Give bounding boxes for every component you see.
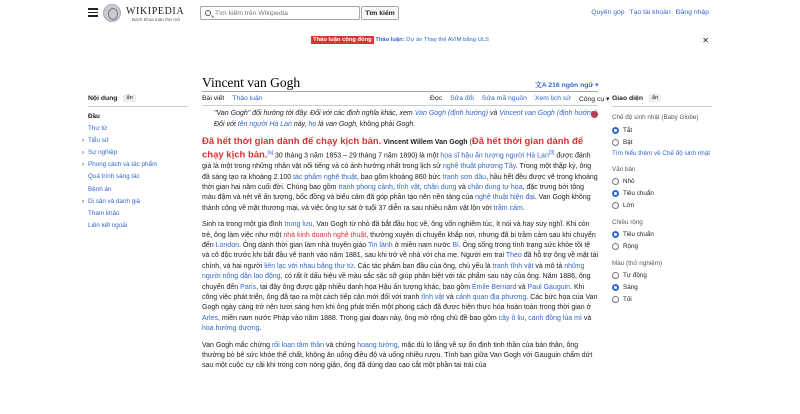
toc-item[interactable] <box>88 208 188 220</box>
inline-link[interactable]: Tin lành <box>367 241 393 249</box>
title-divider <box>202 91 598 92</box>
inline-link[interactable]: tĩnh vật <box>396 183 420 191</box>
radio-button[interactable] <box>612 243 619 250</box>
toc-title: Nội dung <box>88 94 118 102</box>
toc-item[interactable] <box>88 171 188 183</box>
inline-link[interactable]: London <box>215 241 239 249</box>
search-placeholder: Tìm kiếm trên Wikipedia <box>215 9 288 17</box>
search-input[interactable] <box>200 6 360 20</box>
script-error: Đã hết thời gian dành để chạy kịch bản. <box>202 136 382 147</box>
appearance-option[interactable] <box>612 200 712 212</box>
appearance-option[interactable] <box>612 241 712 253</box>
appearance-section-title: Màu (thử nghiệm) <box>612 259 663 267</box>
subject-name: Vincent Willem Van Gogh <box>383 139 468 146</box>
table-of-contents <box>82 94 188 232</box>
radio-button[interactable] <box>612 127 619 134</box>
inline-link[interactable]: cây ô liu <box>498 314 525 322</box>
inline-link[interactable]: nghệ thuật phương Tây <box>442 163 516 171</box>
appearance-panel <box>612 94 712 306</box>
toc-item-label: Đầu <box>88 113 100 120</box>
language-count: 216 ngôn ngữ <box>548 82 594 89</box>
inline-link[interactable]: tĩnh vật <box>421 294 445 302</box>
option-label: Rộng <box>623 243 639 250</box>
paragraph-life: Sinh ra trong một gia đình trung lưu, Van Gogh từ nhỏ đã bắt đầu học vẽ, ông vốn nghiêm túc, ít nói và hay suy nghĩ. Khi còn trẻ, ông làm việc như một nhà kinh doanh nghệ thuật, thường xuyên di chuyển khắp nơi, nhưng đã bị trầm cảm sau khi chuyển đến London. Ông dành thời gian làm nhà truyền giáo Tin lành ở miền nam nước Bỉ. Ông sống trong tình trạng sức khỏe tồi tệ và cô độc trước khi bắt đầu vẽ tranh vào năm 1881, sau khi trở về nhà với cha mẹ. Người em trai Theo đã hỗ trợ ông về mặt tài chính, và hai người liên lạc với nhau bằng thư từ. Các tác phẩm ban đầu của ông, chủ yếu là tranh tĩnh vật và mô tả những người nông dân lao động, có rất ít dấu hiệu về màu sắc sặc sỡ giúp phân biệt với tác phẩm sau này của ông. Năm 1886, ông chuyển đến Paris, tại đây ông được gặp nhiều danh họa Hậu ấn tượng khác, bao gồm Émile Bernard và Paul Gauguin. Khi công việc phát triển, ông đã tạo ra một cách tiếp cận mới đối với tranh tĩnh vật và cảnh quan địa phương. Các bức họa của Van Gogh ngày càng trở nên tươi sáng hơn khi ông phát triển một phong cách đã được hiện thực hóa hoàn toàn trong thời gian ở Arles, miền nam nước Pháp vào năm 1888. Trong giai đoạn này, ông mở rộng chủ đề bao gồm cây ô liu, cánh đồng lúa mì và hoa hướng dương. <box>202 221 599 333</box>
notice-link[interactable]: Dự án Thay thế AVIM bằng ULS <box>406 37 489 43</box>
create-account-link[interactable]: Tạo tài khoản <box>629 9 671 16</box>
script-error: Đã hết thời gian dành để chạy kịch bản. <box>202 136 584 161</box>
inline-link[interactable]: cánh đồng lúa mì <box>528 314 582 322</box>
toc-item-label: Liên kết ngoài <box>88 221 128 229</box>
radio-button[interactable] <box>612 178 619 185</box>
radio-button[interactable] <box>612 231 619 238</box>
tab-talk[interactable]: Thảo luận <box>232 95 263 102</box>
inline-link[interactable]: hoa hướng dương <box>202 325 260 333</box>
wikipedia-wordmark[interactable]: WIKIPEDIA <box>126 6 185 17</box>
footnote[interactable]: [a] <box>267 150 274 157</box>
toc-item[interactable] <box>82 147 188 159</box>
learn-more-link[interactable]: Tìm hiểu thêm về Chế độ sinh nhật <box>612 150 711 157</box>
toc-item-label: Thư từ <box>88 125 108 133</box>
appearance-option[interactable] <box>612 270 712 282</box>
tab-read[interactable]: Đọc <box>430 95 442 106</box>
option-label: Bật <box>623 138 633 146</box>
tab-edit-source[interactable]: Sửa mã nguồn <box>481 95 527 102</box>
tools-menu[interactable]: Công cụ ▾ <box>578 96 610 103</box>
radio-button[interactable] <box>612 284 619 291</box>
inline-link[interactable]: Theo <box>505 252 522 260</box>
toc-header <box>88 94 188 107</box>
chevron-right-icon[interactable]: › <box>82 150 84 157</box>
inline-link[interactable]: trầm cảm <box>493 204 523 212</box>
user-links <box>591 9 709 16</box>
appearance-option[interactable] <box>612 294 712 306</box>
inline-link[interactable]: tranh phong cảnh <box>338 183 393 191</box>
option-label: Tiêu chuẩn <box>623 190 654 197</box>
option-label: Tiêu chuẩn <box>623 231 654 238</box>
language-icon: 文A <box>535 82 549 89</box>
radio-button[interactable] <box>612 296 619 303</box>
chevron-right-icon[interactable]: › <box>82 198 84 205</box>
chevron-right-icon[interactable]: › <box>82 162 84 169</box>
appearance-option[interactable] <box>612 176 712 188</box>
appearance-option[interactable] <box>612 188 712 200</box>
radio-button[interactable] <box>612 139 619 146</box>
inline-link[interactable]: rối loạn tâm thần <box>271 341 325 349</box>
toc-item[interactable] <box>82 196 188 208</box>
option-label: Tắt <box>623 126 633 134</box>
appearance-section-title: Chiều rộng <box>612 218 643 226</box>
tab-article[interactable]: Bài viết <box>202 95 224 106</box>
appearance-section-title: Chế độ sinh nhật (Baby Globe) <box>612 114 699 121</box>
appearance-header <box>612 94 712 107</box>
option-label: Sáng <box>623 284 638 291</box>
inline-link[interactable]: những người nông dân lao động <box>202 262 585 281</box>
tab-history[interactable]: Xem lịch sử <box>534 95 571 102</box>
appearance-option[interactable] <box>612 229 712 241</box>
article-body <box>202 108 599 372</box>
toc-item[interactable] <box>88 184 188 196</box>
notice-label[interactable]: Thảo luận: <box>375 37 405 43</box>
notice-badge[interactable]: Thảo luận cộng đồng <box>313 37 372 43</box>
chevron-right-icon[interactable]: › <box>82 138 84 145</box>
inline-link[interactable]: tranh tĩnh vật <box>492 262 534 270</box>
main-menu-icon[interactable] <box>88 8 98 17</box>
toc-item-label: Di sản và danh giá <box>88 197 141 205</box>
option-label: Tối <box>623 296 632 303</box>
radio-button[interactable] <box>612 190 619 197</box>
option-label: Tự động <box>623 272 647 279</box>
page-title: Vincent van Gogh <box>202 75 301 90</box>
tab-edit[interactable]: Sửa đổi <box>450 95 474 102</box>
inline-link[interactable]: Paris <box>240 283 257 291</box>
toc-item[interactable] <box>82 135 188 147</box>
toc-hide-button[interactable]: ẩn <box>123 94 135 102</box>
inline-link[interactable]: tác phẩm nghệ thuật <box>293 173 357 181</box>
wikipedia-globe-logo-icon[interactable] <box>103 4 121 22</box>
footnote[interactable]: [3] <box>548 150 555 157</box>
inline-link[interactable]: cảnh quan địa phương <box>455 294 527 302</box>
site-notice <box>0 37 800 43</box>
inline-link[interactable]: trung lưu <box>284 221 313 229</box>
hatnote-link[interactable]: tên người Hà Lan <box>237 121 292 128</box>
paragraph-illness: Van Gogh mắc chứng rối loạn tâm thần và chứng hoang tưởng, mặc dù lo lắng về sự ổn định tinh thần của bản thân, ông thường bỏ bê sức khỏe thể chất, không ăn uống điều độ và uống nhiều rượu. Tình bạn giữa Van Gogh với Gauguin chấm dứt sau một cuộc cự cãi khi trong cơn nóng giận, ông đã dùng dao cạo cắt một phần tai trái của <box>202 341 593 370</box>
search-icon <box>205 10 211 16</box>
toc-item-label: Tiểu sử <box>88 137 110 145</box>
toc-item-label: Tham khảo <box>88 209 120 217</box>
inline-link[interactable]: nhà kinh doanh nghệ thuật <box>283 231 367 239</box>
toc-item[interactable] <box>88 123 188 135</box>
toc-item-label: Quá trình sáng tác <box>88 173 140 181</box>
appearance-section-title: Văn bản <box>612 165 636 173</box>
hatnote-disambiguation: "Van Gogh" đổi hướng tới đây. Đối với các định nghĩa khác, xem Van Gogh (định hướng) và Vincent van Gogh (định hướng). <box>214 110 600 117</box>
appearance-option[interactable] <box>612 124 712 136</box>
tools-label: Công cụ <box>578 96 605 103</box>
inline-link[interactable]: Arles <box>202 314 218 322</box>
appearance-sections <box>612 114 712 306</box>
inline-link[interactable]: nghệ thuật hiện đại <box>475 194 535 202</box>
login-link[interactable]: Đăng nhập <box>675 9 709 16</box>
inline-link[interactable]: tranh sơn dầu <box>442 173 487 181</box>
site-header <box>0 0 800 28</box>
hatnote-link[interactable]: Van Gogh (định hướng) <box>414 110 489 117</box>
toc-item[interactable] <box>88 111 188 123</box>
hatnote-link[interactable]: Vincent van Gogh (định hướng) <box>499 110 598 117</box>
radio-button[interactable] <box>612 272 619 279</box>
donate-link[interactable]: Quyên góp <box>591 9 625 16</box>
inline-link[interactable]: Paul Gauguin <box>527 283 571 291</box>
close-icon[interactable]: ✕ <box>702 36 709 45</box>
inline-link[interactable]: Bỉ <box>452 241 459 249</box>
inline-link[interactable]: chân dung tự họa <box>467 183 523 191</box>
toc-item-label: Sự nghiệp <box>88 149 118 157</box>
radio-button[interactable] <box>612 202 619 209</box>
toc-list <box>82 111 188 232</box>
hatnote-link[interactable]: họ <box>308 121 317 128</box>
appearance-hide-button[interactable]: ẩn <box>649 94 661 102</box>
tabs-divider <box>202 105 598 106</box>
tagline: Bách khoa toàn thư mở <box>132 17 181 22</box>
option-label: Nhỏ <box>623 178 635 185</box>
toc-item[interactable] <box>82 159 188 171</box>
toc-item[interactable] <box>88 220 188 232</box>
toc-item-label: Phong cách và tác phẩm <box>88 161 158 169</box>
inline-link[interactable]: liên lạc với nhau bằng thư từ <box>264 262 354 270</box>
inline-link[interactable]: họa sĩ hậu ấn tượng người Hà Lan <box>440 152 549 160</box>
toc-item-label: Bệnh án <box>88 185 112 193</box>
inline-link[interactable]: chân dung <box>423 183 457 191</box>
language-button[interactable]: 文A 216 ngôn ngữ ▾ <box>535 82 599 89</box>
appearance-option[interactable] <box>612 136 712 148</box>
appearance-title: Giao diện <box>612 94 643 102</box>
hatnote-name: Đối với tên người Hà Lan này, họ là van Gogh, không phải Gogh. <box>214 121 416 128</box>
paragraph-intro: Đã hết thời gian dành để chạy kịch bản. Vincent Willem Van Gogh (Đã hết thời gian dành để chạy kịch bản.[a] 30 tháng 3 năm 1853 – 29 tháng 7 năm 1890) là một họa sĩ hậu ấn tượng người Hà Lan[3] được đánh giá là một trong những nhân vật nổi tiếng và có ảnh hưởng nhất trong lịch sử nghệ thuật phương Tây. Trong một thập kỷ, ông đã sáng tạo ra khoảng 2.100 tác phẩm nghệ thuật, bao gồm khoảng 860 bức tranh sơn dầu, hầu hết đều được vẽ trong khoảng thời gian hai năm cuối đời. Chúng bao gồm tranh phong cảnh, tĩnh vật, chân dung và chân dung tự họa, đặc trưng bởi tông màu đậm và nét vẽ ấn tượng, bốc đồng và biểu cảm đã góp phần tạo nên nền tảng của nghệ thuật hiện đại. Van Gogh không thành công về mặt thương mại, và việc ông tự sát ở tuổi 37 diễn ra sau nhiều năm vật lộn với trầm cảm. <box>202 136 598 212</box>
appearance-option[interactable] <box>612 282 712 294</box>
search-button[interactable]: Tìm kiếm <box>361 6 399 20</box>
option-label: Lớn <box>623 202 635 209</box>
inline-link[interactable]: Émile Bernard <box>471 283 517 291</box>
inline-link[interactable]: hoang tưởng <box>357 341 398 349</box>
